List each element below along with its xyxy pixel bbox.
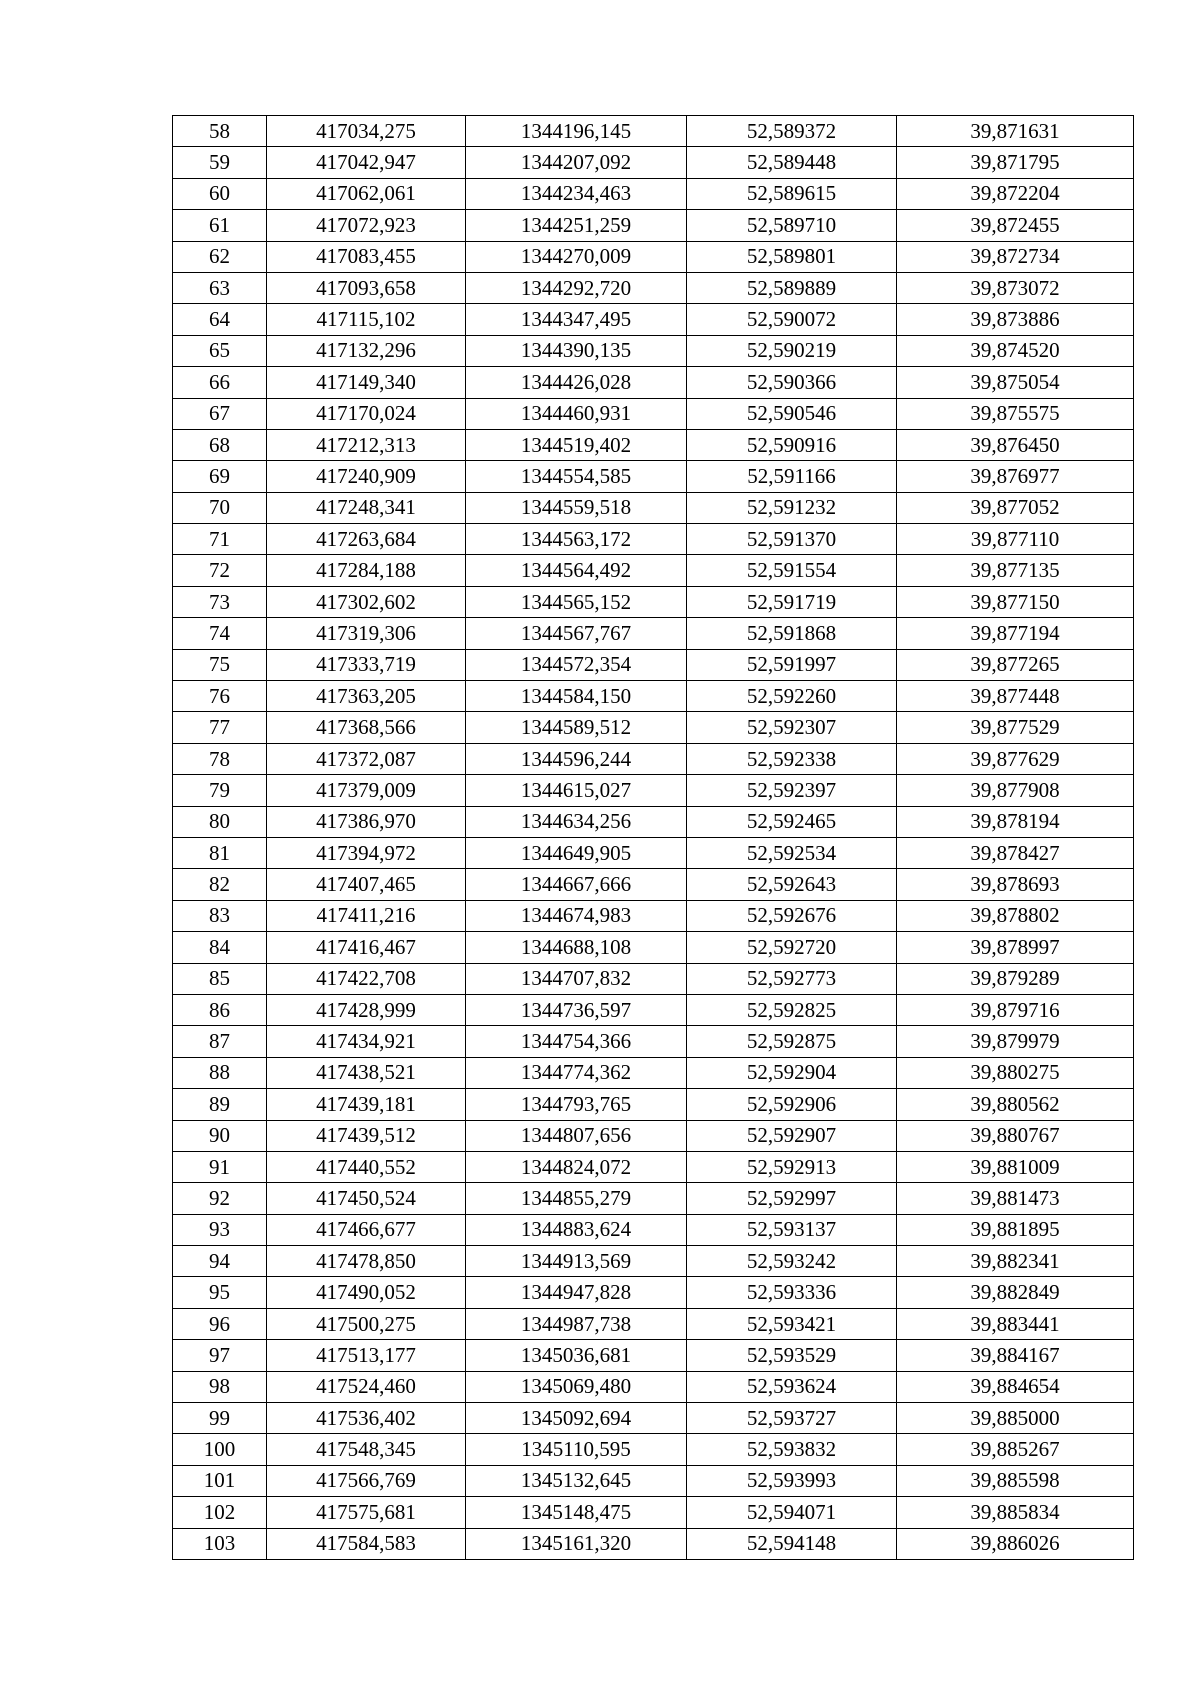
latitude-cell: 52,593242 <box>687 1246 897 1277</box>
coord-y-cell: 1344426,028 <box>466 367 687 398</box>
longitude-cell: 39,872734 <box>897 241 1134 272</box>
point-number-cell: 103 <box>173 1528 267 1559</box>
coordinates-table <box>172 115 1134 1560</box>
longitude-cell: 39,882341 <box>897 1246 1134 1277</box>
coord-x-cell: 417368,566 <box>267 712 466 743</box>
coord-x-cell: 417386,970 <box>267 806 466 837</box>
point-number-cell: 89 <box>173 1089 267 1120</box>
coord-x-cell: 417428,999 <box>267 994 466 1025</box>
latitude-cell: 52,593624 <box>687 1371 897 1402</box>
coord-x-cell: 417434,921 <box>267 1026 466 1057</box>
point-number-cell: 68 <box>173 429 267 460</box>
coord-x-cell: 417284,188 <box>267 555 466 586</box>
coord-x-cell: 417363,205 <box>267 681 466 712</box>
latitude-cell: 52,591868 <box>687 618 897 649</box>
point-number-cell: 59 <box>173 147 267 178</box>
point-number-cell: 67 <box>173 398 267 429</box>
point-number-cell: 78 <box>173 743 267 774</box>
longitude-cell: 39,873886 <box>897 304 1134 335</box>
point-number-cell: 94 <box>173 1246 267 1277</box>
point-number-cell: 66 <box>173 367 267 398</box>
coord-x-cell: 417263,684 <box>267 524 466 555</box>
table-row <box>173 837 1134 868</box>
longitude-cell: 39,873072 <box>897 272 1134 303</box>
longitude-cell: 39,877110 <box>897 524 1134 555</box>
point-number-cell: 79 <box>173 775 267 806</box>
longitude-cell: 39,879289 <box>897 963 1134 994</box>
coord-y-cell: 1344460,931 <box>466 398 687 429</box>
longitude-cell: 39,878997 <box>897 932 1134 963</box>
latitude-cell: 52,592307 <box>687 712 897 743</box>
longitude-cell: 39,871795 <box>897 147 1134 178</box>
point-number-cell: 83 <box>173 900 267 931</box>
table-row <box>173 461 1134 492</box>
coord-y-cell: 1344563,172 <box>466 524 687 555</box>
longitude-cell: 39,875054 <box>897 367 1134 398</box>
coord-y-cell: 1344584,150 <box>466 681 687 712</box>
coord-y-cell: 1345161,320 <box>466 1528 687 1559</box>
coord-x-cell: 417379,009 <box>267 775 466 806</box>
coord-x-cell: 417575,681 <box>267 1497 466 1528</box>
coord-y-cell: 1344793,765 <box>466 1089 687 1120</box>
point-number-cell: 97 <box>173 1340 267 1371</box>
coord-y-cell: 1344554,585 <box>466 461 687 492</box>
point-number-cell: 86 <box>173 994 267 1025</box>
coord-y-cell: 1344807,656 <box>466 1120 687 1151</box>
table-row <box>173 1308 1134 1339</box>
latitude-cell: 52,589615 <box>687 178 897 209</box>
table-row <box>173 555 1134 586</box>
table-row <box>173 272 1134 303</box>
point-number-cell: 62 <box>173 241 267 272</box>
point-number-cell: 87 <box>173 1026 267 1057</box>
longitude-cell: 39,881895 <box>897 1214 1134 1245</box>
point-number-cell: 65 <box>173 335 267 366</box>
coord-x-cell: 417478,850 <box>267 1246 466 1277</box>
table-row <box>173 963 1134 994</box>
point-number-cell: 98 <box>173 1371 267 1402</box>
longitude-cell: 39,885267 <box>897 1434 1134 1465</box>
latitude-cell: 52,592825 <box>687 994 897 1025</box>
table-row <box>173 398 1134 429</box>
table-row <box>173 1403 1134 1434</box>
latitude-cell: 52,592913 <box>687 1151 897 1182</box>
coord-x-cell: 417240,909 <box>267 461 466 492</box>
table-row <box>173 367 1134 398</box>
coord-x-cell: 417083,455 <box>267 241 466 272</box>
latitude-cell: 52,589801 <box>687 241 897 272</box>
longitude-cell: 39,880767 <box>897 1120 1134 1151</box>
latitude-cell: 52,590219 <box>687 335 897 366</box>
latitude-cell: 52,591370 <box>687 524 897 555</box>
coord-x-cell: 417439,512 <box>267 1120 466 1151</box>
coord-x-cell: 417407,465 <box>267 869 466 900</box>
longitude-cell: 39,876450 <box>897 429 1134 460</box>
coord-x-cell: 417062,061 <box>267 178 466 209</box>
latitude-cell: 52,592397 <box>687 775 897 806</box>
table-row <box>173 900 1134 931</box>
table-row <box>173 806 1134 837</box>
point-number-cell: 90 <box>173 1120 267 1151</box>
longitude-cell: 39,880275 <box>897 1057 1134 1088</box>
coord-x-cell: 417566,769 <box>267 1465 466 1496</box>
point-number-cell: 91 <box>173 1151 267 1182</box>
table-row <box>173 775 1134 806</box>
latitude-cell: 52,593421 <box>687 1308 897 1339</box>
longitude-cell: 39,878194 <box>897 806 1134 837</box>
point-number-cell: 95 <box>173 1277 267 1308</box>
table-row <box>173 492 1134 523</box>
point-number-cell: 71 <box>173 524 267 555</box>
coord-x-cell: 417490,052 <box>267 1277 466 1308</box>
coord-y-cell: 1344567,767 <box>466 618 687 649</box>
coordinates-table-body <box>173 116 1134 1560</box>
latitude-cell: 52,592997 <box>687 1183 897 1214</box>
table-row <box>173 994 1134 1025</box>
point-number-cell: 70 <box>173 492 267 523</box>
latitude-cell: 52,592907 <box>687 1120 897 1151</box>
latitude-cell: 52,593993 <box>687 1465 897 1496</box>
longitude-cell: 39,879716 <box>897 994 1134 1025</box>
coord-x-cell: 417438,521 <box>267 1057 466 1088</box>
coord-x-cell: 417093,658 <box>267 272 466 303</box>
point-number-cell: 85 <box>173 963 267 994</box>
latitude-cell: 52,589372 <box>687 116 897 147</box>
point-number-cell: 92 <box>173 1183 267 1214</box>
table-row <box>173 116 1134 147</box>
point-number-cell: 73 <box>173 586 267 617</box>
latitude-cell: 52,592906 <box>687 1089 897 1120</box>
longitude-cell: 39,871631 <box>897 116 1134 147</box>
table-row <box>173 1120 1134 1151</box>
table-row <box>173 1214 1134 1245</box>
coord-y-cell: 1344519,402 <box>466 429 687 460</box>
latitude-cell: 52,593832 <box>687 1434 897 1465</box>
longitude-cell: 39,877052 <box>897 492 1134 523</box>
latitude-cell: 52,591554 <box>687 555 897 586</box>
coord-x-cell: 417333,719 <box>267 649 466 680</box>
table-row <box>173 304 1134 335</box>
longitude-cell: 39,872204 <box>897 178 1134 209</box>
coord-y-cell: 1344596,244 <box>466 743 687 774</box>
coord-y-cell: 1344207,092 <box>466 147 687 178</box>
longitude-cell: 39,877194 <box>897 618 1134 649</box>
latitude-cell: 52,591997 <box>687 649 897 680</box>
table-row <box>173 335 1134 366</box>
coord-y-cell: 1344688,108 <box>466 932 687 963</box>
table-row <box>173 1434 1134 1465</box>
coord-y-cell: 1344565,152 <box>466 586 687 617</box>
table-row <box>173 1528 1134 1559</box>
point-number-cell: 58 <box>173 116 267 147</box>
longitude-cell: 39,880562 <box>897 1089 1134 1120</box>
latitude-cell: 52,592338 <box>687 743 897 774</box>
coord-x-cell: 417584,583 <box>267 1528 466 1559</box>
table-row <box>173 429 1134 460</box>
point-number-cell: 63 <box>173 272 267 303</box>
latitude-cell: 52,592676 <box>687 900 897 931</box>
latitude-cell: 52,590366 <box>687 367 897 398</box>
coord-y-cell: 1344649,905 <box>466 837 687 868</box>
coord-x-cell: 417500,275 <box>267 1308 466 1339</box>
longitude-cell: 39,877529 <box>897 712 1134 743</box>
longitude-cell: 39,878693 <box>897 869 1134 900</box>
latitude-cell: 52,591719 <box>687 586 897 617</box>
point-number-cell: 61 <box>173 210 267 241</box>
coord-y-cell: 1344634,256 <box>466 806 687 837</box>
table-row <box>173 1246 1134 1277</box>
coord-x-cell: 417302,602 <box>267 586 466 617</box>
latitude-cell: 52,591232 <box>687 492 897 523</box>
latitude-cell: 52,592465 <box>687 806 897 837</box>
latitude-cell: 52,592773 <box>687 963 897 994</box>
coord-y-cell: 1344855,279 <box>466 1183 687 1214</box>
table-row <box>173 618 1134 649</box>
table-row <box>173 241 1134 272</box>
longitude-cell: 39,877135 <box>897 555 1134 586</box>
point-number-cell: 81 <box>173 837 267 868</box>
coord-y-cell: 1344883,624 <box>466 1214 687 1245</box>
latitude-cell: 52,589448 <box>687 147 897 178</box>
coord-x-cell: 417042,947 <box>267 147 466 178</box>
point-number-cell: 88 <box>173 1057 267 1088</box>
longitude-cell: 39,881009 <box>897 1151 1134 1182</box>
coord-y-cell: 1344824,072 <box>466 1151 687 1182</box>
table-row <box>173 743 1134 774</box>
table-row <box>173 524 1134 555</box>
table-row <box>173 1057 1134 1088</box>
point-number-cell: 93 <box>173 1214 267 1245</box>
latitude-cell: 52,593727 <box>687 1403 897 1434</box>
point-number-cell: 84 <box>173 932 267 963</box>
longitude-cell: 39,877629 <box>897 743 1134 774</box>
latitude-cell: 52,589710 <box>687 210 897 241</box>
point-number-cell: 99 <box>173 1403 267 1434</box>
longitude-cell: 39,872455 <box>897 210 1134 241</box>
longitude-cell: 39,882849 <box>897 1277 1134 1308</box>
coord-y-cell: 1344390,135 <box>466 335 687 366</box>
point-number-cell: 96 <box>173 1308 267 1339</box>
coord-x-cell: 417170,024 <box>267 398 466 429</box>
coord-y-cell: 1345069,480 <box>466 1371 687 1402</box>
coord-x-cell: 417440,552 <box>267 1151 466 1182</box>
coord-x-cell: 417450,524 <box>267 1183 466 1214</box>
coord-y-cell: 1345036,681 <box>466 1340 687 1371</box>
coord-y-cell: 1344736,597 <box>466 994 687 1025</box>
longitude-cell: 39,874520 <box>897 335 1134 366</box>
point-number-cell: 100 <box>173 1434 267 1465</box>
point-number-cell: 102 <box>173 1497 267 1528</box>
coord-x-cell: 417536,402 <box>267 1403 466 1434</box>
coord-y-cell: 1345092,694 <box>466 1403 687 1434</box>
coord-x-cell: 417422,708 <box>267 963 466 994</box>
latitude-cell: 52,592260 <box>687 681 897 712</box>
coord-y-cell: 1344234,463 <box>466 178 687 209</box>
longitude-cell: 39,878427 <box>897 837 1134 868</box>
latitude-cell: 52,593137 <box>687 1214 897 1245</box>
coord-y-cell: 1344564,492 <box>466 555 687 586</box>
longitude-cell: 39,877265 <box>897 649 1134 680</box>
point-number-cell: 74 <box>173 618 267 649</box>
longitude-cell: 39,877150 <box>897 586 1134 617</box>
table-row <box>173 586 1134 617</box>
table-row <box>173 1183 1134 1214</box>
coord-x-cell: 417149,340 <box>267 367 466 398</box>
table-row <box>173 178 1134 209</box>
point-number-cell: 75 <box>173 649 267 680</box>
table-row <box>173 1026 1134 1057</box>
latitude-cell: 52,590546 <box>687 398 897 429</box>
latitude-cell: 52,590916 <box>687 429 897 460</box>
coord-y-cell: 1344774,362 <box>466 1057 687 1088</box>
latitude-cell: 52,592904 <box>687 1057 897 1088</box>
coord-x-cell: 417115,102 <box>267 304 466 335</box>
longitude-cell: 39,886026 <box>897 1528 1134 1559</box>
table-row <box>173 1151 1134 1182</box>
table-row <box>173 1465 1134 1496</box>
longitude-cell: 39,875575 <box>897 398 1134 429</box>
coord-y-cell: 1344987,738 <box>466 1308 687 1339</box>
coord-y-cell: 1344572,354 <box>466 649 687 680</box>
table-row <box>173 1371 1134 1402</box>
point-number-cell: 69 <box>173 461 267 492</box>
coord-x-cell: 417212,313 <box>267 429 466 460</box>
table-row <box>173 210 1134 241</box>
longitude-cell: 39,877908 <box>897 775 1134 806</box>
coord-y-cell: 1344754,366 <box>466 1026 687 1057</box>
coord-x-cell: 417524,460 <box>267 1371 466 1402</box>
longitude-cell: 39,883441 <box>897 1308 1134 1339</box>
coord-x-cell: 417372,087 <box>267 743 466 774</box>
coord-y-cell: 1344667,666 <box>466 869 687 900</box>
point-number-cell: 82 <box>173 869 267 900</box>
coord-y-cell: 1345110,595 <box>466 1434 687 1465</box>
point-number-cell: 72 <box>173 555 267 586</box>
coord-y-cell: 1344947,828 <box>466 1277 687 1308</box>
table-row <box>173 1277 1134 1308</box>
coord-y-cell: 1344270,009 <box>466 241 687 272</box>
table-row <box>173 147 1134 178</box>
table-row <box>173 1497 1134 1528</box>
point-number-cell: 80 <box>173 806 267 837</box>
coord-x-cell: 417394,972 <box>267 837 466 868</box>
coord-x-cell: 417411,216 <box>267 900 466 931</box>
longitude-cell: 39,885000 <box>897 1403 1134 1434</box>
coord-y-cell: 1344615,027 <box>466 775 687 806</box>
latitude-cell: 52,590072 <box>687 304 897 335</box>
point-number-cell: 76 <box>173 681 267 712</box>
coord-x-cell: 417548,345 <box>267 1434 466 1465</box>
coord-x-cell: 417416,467 <box>267 932 466 963</box>
coord-y-cell: 1344347,495 <box>466 304 687 335</box>
coord-y-cell: 1344589,512 <box>466 712 687 743</box>
coord-y-cell: 1344707,832 <box>466 963 687 994</box>
latitude-cell: 52,591166 <box>687 461 897 492</box>
latitude-cell: 52,592534 <box>687 837 897 868</box>
latitude-cell: 52,594071 <box>687 1497 897 1528</box>
table-row <box>173 932 1134 963</box>
coord-y-cell: 1344196,145 <box>466 116 687 147</box>
table-row <box>173 649 1134 680</box>
coord-x-cell: 417513,177 <box>267 1340 466 1371</box>
coord-x-cell: 417439,181 <box>267 1089 466 1120</box>
table-row <box>173 712 1134 743</box>
longitude-cell: 39,884654 <box>897 1371 1134 1402</box>
point-number-cell: 101 <box>173 1465 267 1496</box>
latitude-cell: 52,593336 <box>687 1277 897 1308</box>
coord-x-cell: 417319,306 <box>267 618 466 649</box>
longitude-cell: 39,884167 <box>897 1340 1134 1371</box>
coord-x-cell: 417072,923 <box>267 210 466 241</box>
coord-x-cell: 417466,677 <box>267 1214 466 1245</box>
latitude-cell: 52,593529 <box>687 1340 897 1371</box>
point-number-cell: 64 <box>173 304 267 335</box>
coord-x-cell: 417132,296 <box>267 335 466 366</box>
table-row <box>173 1340 1134 1371</box>
coord-y-cell: 1344913,569 <box>466 1246 687 1277</box>
longitude-cell: 39,881473 <box>897 1183 1134 1214</box>
latitude-cell: 52,594148 <box>687 1528 897 1559</box>
point-number-cell: 77 <box>173 712 267 743</box>
coord-y-cell: 1345148,475 <box>466 1497 687 1528</box>
longitude-cell: 39,879979 <box>897 1026 1134 1057</box>
coord-x-cell: 417248,341 <box>267 492 466 523</box>
longitude-cell: 39,885598 <box>897 1465 1134 1496</box>
latitude-cell: 52,592875 <box>687 1026 897 1057</box>
point-number-cell: 60 <box>173 178 267 209</box>
longitude-cell: 39,877448 <box>897 681 1134 712</box>
coord-y-cell: 1344292,720 <box>466 272 687 303</box>
coord-x-cell: 417034,275 <box>267 116 466 147</box>
coord-y-cell: 1345132,645 <box>466 1465 687 1496</box>
latitude-cell: 52,592643 <box>687 869 897 900</box>
latitude-cell: 52,592720 <box>687 932 897 963</box>
table-row <box>173 1089 1134 1120</box>
longitude-cell: 39,885834 <box>897 1497 1134 1528</box>
coord-y-cell: 1344251,259 <box>466 210 687 241</box>
table-row <box>173 869 1134 900</box>
coord-y-cell: 1344674,983 <box>466 900 687 931</box>
longitude-cell: 39,878802 <box>897 900 1134 931</box>
latitude-cell: 52,589889 <box>687 272 897 303</box>
table-row <box>173 681 1134 712</box>
coord-y-cell: 1344559,518 <box>466 492 687 523</box>
longitude-cell: 39,876977 <box>897 461 1134 492</box>
